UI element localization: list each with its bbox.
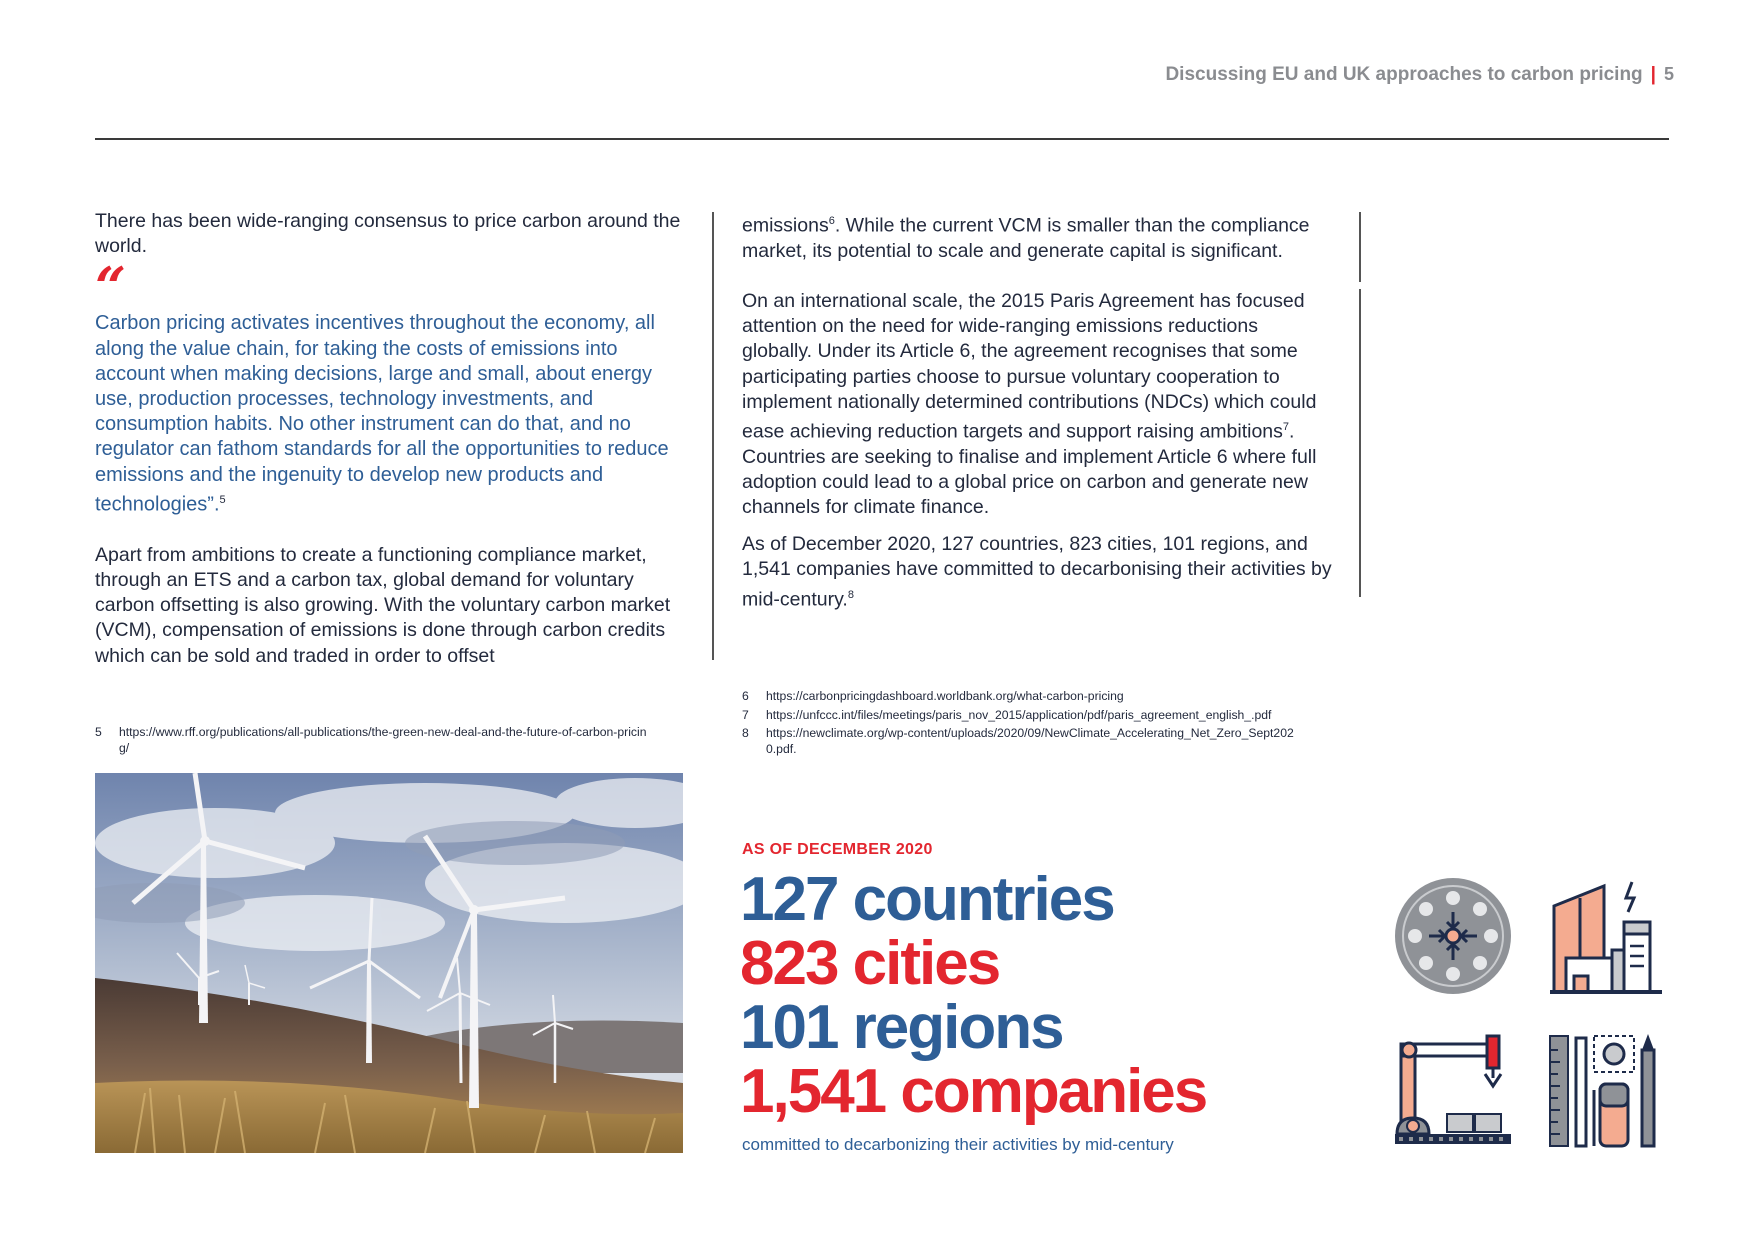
column-divider-2b <box>1359 289 1361 597</box>
footnote-ref-8: 8 <box>847 588 854 601</box>
column-left <box>95 209 685 669</box>
design-tools-icon <box>1546 1030 1666 1150</box>
footnotes-left <box>95 725 655 756</box>
footnote <box>742 689 1327 705</box>
stat-companies: 1,541 companies <box>740 1057 1207 1126</box>
december-2020-paragraph <box>742 532 1332 612</box>
footnote-number: 8 <box>742 726 749 740</box>
quote-mark-icon: “ <box>95 255 127 320</box>
intro-paragraph: There has been wide-ranging consensus to price carbon around the world. <box>95 210 681 258</box>
header-rule <box>95 138 1669 140</box>
header-separator: | <box>1650 64 1656 85</box>
column-middle <box>742 209 1332 612</box>
paris-agreement-paragraph <box>742 289 1332 520</box>
turbine-fan-icon <box>1393 876 1513 996</box>
footnote-link[interactable]: https://unfccc.int/files/meetings/paris_nov_2015/application/pdf/paris_agreement_english_.pdf <box>766 707 1272 722</box>
footnote-number: 6 <box>742 689 749 703</box>
stats-block <box>740 865 1207 1126</box>
stat-regions: 101 regions <box>740 993 1063 1062</box>
footnote <box>742 726 1327 757</box>
vcm-paragraph: Apart from ambitions to create a functioning compliance market, through an ETS and a carbon tax, global demand for voluntary carbon offsetting is also growing. With the voluntary carbon market (VCM), compensation of emissions is done through carbon credits which can be sold and traded in order to offset <box>95 543 671 667</box>
footnote-ref-7: 7 <box>1282 420 1290 433</box>
footnote-ref-6: 6 <box>828 215 835 227</box>
page-number: 5 <box>1663 64 1674 84</box>
robotic-arm-icon <box>1393 1030 1513 1150</box>
paris-agreement-text-b: . Countries are seeking to finalise and implement Article 6 where full adoption could lead to a global price on carbon and generate new channels for climate finance. <box>742 420 1317 519</box>
vcm-continued-lead: emissions <box>742 214 829 237</box>
stat-cities: 823 cities <box>740 929 1000 998</box>
footnote <box>742 708 1327 724</box>
factory-building-icon <box>1546 876 1666 996</box>
footnote-link[interactable]: https://www.rff.org/publications/all-publications/the-green-new-deal-and-the-future-of-carbon-pricing/ <box>119 725 647 755</box>
paris-agreement-text-a: On an international scale, the 2015 Paris Agreement has focused attention on the need for wide-ranging emissions reductions globally. Under its Article 6, the agreement recognises that some participating parties choose to pursue voluntary cooperation to implement nationally determined contributions (NDCs) which could ease achieving reduction targets and support raising ambitions <box>742 289 1317 443</box>
footnote-number: 5 <box>95 725 102 739</box>
running-header <box>1165 64 1674 86</box>
header-title: Discussing EU and UK approaches to carbon pricing <box>1165 64 1643 85</box>
footnote-number: 7 <box>742 707 749 722</box>
vcm-continued-rest: . While the current VCM is smaller than the compliance market, its potential to scale and generate capital is significant. <box>742 214 1310 262</box>
stats-kicker: AS OF DECEMBER 2020 <box>742 841 933 858</box>
footnotes-right <box>742 689 1327 757</box>
footnote-link[interactable]: https://carbonpricingdashboard.worldbank.org/what-carbon-pricing <box>766 689 1124 703</box>
pull-quote <box>95 311 685 517</box>
column-divider-1 <box>712 212 714 660</box>
footnote-link[interactable]: https://newclimate.org/wp-content/uploads/2020/09/NewClimate_Accelerating_Net_Zero_Sept2020.pdf. <box>766 726 1294 756</box>
vcm-continued-paragraph <box>742 209 1332 264</box>
column-divider-2a <box>1359 212 1361 282</box>
pull-quote-text: Carbon pricing activates incentives throughout the economy, all along the value chain, for taking the costs of emissions into account when making decisions, large and small, about energy use, production processes, technology investments, and consumption habits. No other instrument can do that, and no regulator can fathom standards for all the opportunities to reduce emissions and the ingenuity to develop new products and technologies”. <box>95 312 669 516</box>
wind-turbines-photo <box>95 773 683 1153</box>
december-2020-text: As of December 2020, 127 countries, 823 cities, 101 regions, and 1,541 companies have committed to decarbonising their activities by mid-century. <box>742 533 1332 611</box>
stats-caption: committed to decarbonizing their activities by mid-century <box>742 1135 1174 1154</box>
footnote <box>95 725 655 756</box>
stat-countries: 127 countries <box>740 865 1114 934</box>
quote-footnote-ref: 5 <box>219 493 226 506</box>
wind-turbines-image <box>95 773 683 1153</box>
